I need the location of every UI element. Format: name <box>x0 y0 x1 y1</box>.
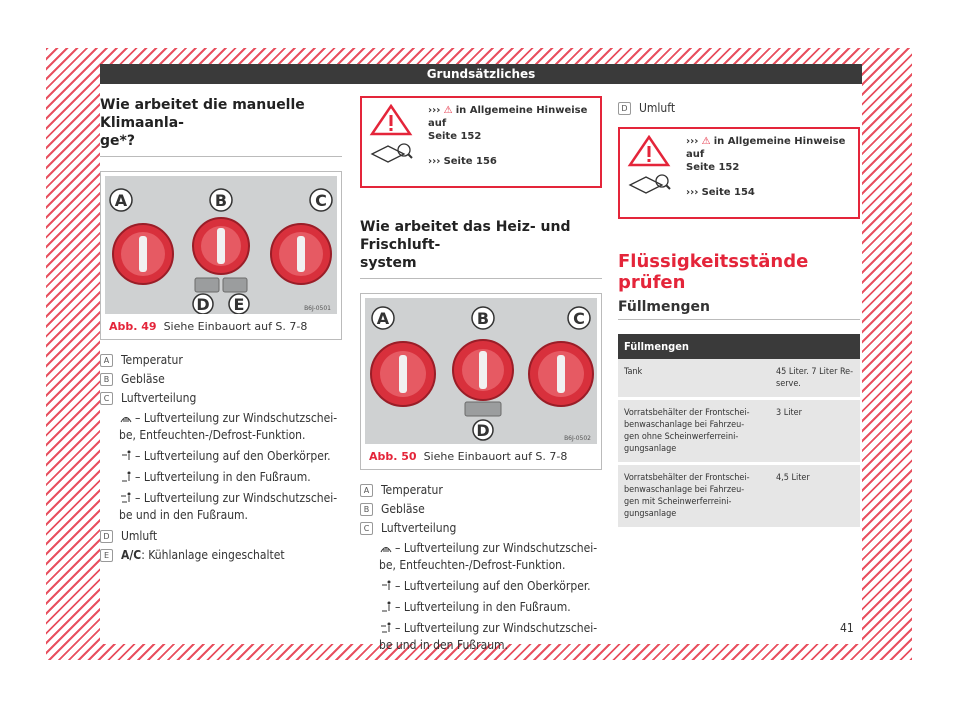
section-heading-manual-ac: Wie arbeitet die manuelle Klimaanla- ge*? <box>100 96 342 157</box>
warning-text <box>414 104 594 180</box>
windshield-footwell-icon <box>379 622 393 634</box>
sub-text: – Luftverteilung in den Fußraum. <box>135 470 311 484</box>
warning-icons <box>368 104 414 180</box>
table-cell: 45 Liter. 7 Liter Re- serve. <box>770 359 860 399</box>
footwell-icon <box>379 601 393 613</box>
legend-item <box>100 528 342 545</box>
figure-50-code: B6J-0502 <box>564 435 591 442</box>
sub-item-upper-body <box>100 448 342 465</box>
sub-text: – Luftverteilung auf den Oberkörper. <box>395 579 591 593</box>
caption-text: Siehe Einbauort auf S. 7-8 <box>163 320 308 333</box>
upper-body-icon <box>119 450 133 462</box>
callout-d: D <box>476 421 490 440</box>
page-header: Grundsätzliches <box>100 64 862 84</box>
arrow-marker: ››› <box>686 187 699 198</box>
sub-item-footwell <box>360 599 602 616</box>
book-icon <box>372 144 412 162</box>
callout-c: C <box>315 191 327 210</box>
legend-rest: : Kühlanlage eingeschaltet <box>141 548 285 562</box>
arrow-marker: ››› <box>428 156 441 167</box>
table-row <box>618 399 860 464</box>
column-1 <box>100 96 342 566</box>
legend-item <box>360 482 602 499</box>
sub-text: – Luftverteilung zur Windschutzschei- be, Entfeuchten-/Defrost-Funktion. <box>119 411 338 442</box>
knob-b <box>193 218 249 274</box>
legend-item <box>100 371 342 388</box>
callout-b: B <box>476 309 490 328</box>
legend-list-3 <box>618 100 860 117</box>
warning-triangle-icon <box>368 104 414 168</box>
legend-list-2 <box>360 482 602 654</box>
legend-item <box>618 100 860 117</box>
warning-triangle-icon <box>626 135 672 199</box>
warning-mini-icon: ⚠ <box>701 136 711 147</box>
legend-badge: B <box>100 373 113 386</box>
table-header: Füllmengen <box>618 334 860 359</box>
warning-ref-1 <box>428 104 594 143</box>
legend-badge: D <box>100 530 113 543</box>
ref-text[interactable]: Seite 156 <box>443 156 497 167</box>
figure-50-caption <box>361 444 601 469</box>
footwell-icon <box>119 471 133 483</box>
warning-text <box>672 135 852 211</box>
table-cell: Vorratsbehälter der Frontschei- benwaschanlage bei Fahrzeu- gen ohne Scheinwerferreini- gungsanlage <box>618 399 770 464</box>
sub-text: – Luftverteilung auf den Oberkörper. <box>135 449 331 463</box>
ref-text[interactable]: Seite 154 <box>701 187 755 198</box>
callout-d: D <box>196 295 210 314</box>
legend-badge: E <box>100 549 113 562</box>
section-heading-heating: Wie arbeitet das Heiz- und Frischluft- system <box>360 218 602 279</box>
callout-a: A <box>114 191 128 210</box>
warning-ref-2 <box>428 155 594 168</box>
table-row <box>618 464 860 529</box>
knob-c <box>271 224 331 284</box>
caption-text: Siehe Einbauort auf S. 7-8 <box>423 450 568 463</box>
legend-text: Luftverteilung <box>381 521 457 535</box>
knob-a <box>113 224 173 284</box>
sub-item-windshield-footwell <box>100 490 342 524</box>
warning-box-1 <box>360 96 602 188</box>
legend-text <box>121 547 342 564</box>
legend-item <box>100 547 342 564</box>
arrow-marker: ››› <box>428 105 441 116</box>
table-cell: Vorratsbehälter der Frontschei- benwaschanlage bei Fahrzeu- gen mit Scheinwerferreini- gungsanlage <box>618 464 770 529</box>
caption-number: Abb. 50 <box>369 450 417 463</box>
sub-text: – Luftverteilung zur Windschutzschei- be, Entfeuchten-/Defrost-Funktion. <box>379 541 598 572</box>
legend-text: Temperatur <box>381 483 443 497</box>
legend-badge: C <box>360 522 373 535</box>
ref-text[interactable]: in Allgemeine Hinweise auf Seite 152 <box>686 136 846 173</box>
table-row <box>618 359 860 399</box>
arrow-marker: ››› <box>686 136 699 147</box>
legend-text: Umluft <box>121 529 158 543</box>
table-cell: 3 Liter <box>770 399 860 464</box>
capacities-table <box>618 334 860 530</box>
sub-item-windshield-footwell <box>360 620 602 654</box>
callout-e: E <box>233 295 245 314</box>
callout-c: C <box>573 309 585 328</box>
legend-list-1 <box>100 352 342 564</box>
sub-item-upper-body <box>360 578 602 595</box>
warning-mini-icon: ⚠ <box>443 105 453 116</box>
figure-50-image <box>365 298 597 444</box>
sub-text: – Luftverteilung zur Windschutzschei- be und in den Fußraum. <box>379 621 598 652</box>
heating-controls-illustration <box>365 298 597 444</box>
warning-ref-1 <box>686 135 852 174</box>
windshield-icon <box>379 542 393 554</box>
legend-text: Gebläse <box>121 372 165 386</box>
figure-49-image <box>105 176 337 314</box>
caption-number: Abb. 49 <box>109 320 157 333</box>
table-cell: 4,5 Liter <box>770 464 860 529</box>
legend-item <box>100 352 342 369</box>
section-subtitle-capacities: Füllmengen <box>618 299 860 320</box>
sub-text: – Luftverteilung zur Windschutzschei- be und in den Fußraum. <box>119 491 338 522</box>
legend-text: Luftverteilung <box>121 391 197 405</box>
book-icon <box>630 175 670 193</box>
figure-50 <box>360 293 602 470</box>
legend-badge: C <box>100 392 113 405</box>
legend-badge: A <box>100 354 113 367</box>
warning-box-2 <box>618 127 860 219</box>
legend-item <box>100 390 342 407</box>
upper-body-icon <box>379 580 393 592</box>
legend-badge: A <box>360 484 373 497</box>
sub-text: – Luftverteilung in den Fußraum. <box>395 600 571 614</box>
legend-badge: B <box>360 503 373 516</box>
legend-text: Temperatur <box>121 353 183 367</box>
callout-b: B <box>214 191 228 210</box>
section-title-fluids: Flüssigkeitsstände prüfen <box>618 251 809 293</box>
warning-ref-2 <box>686 186 852 199</box>
sub-item-footwell <box>100 469 342 486</box>
warning-icons <box>626 135 672 211</box>
legend-bold: A/C <box>121 548 142 562</box>
figure-49-caption <box>101 314 341 339</box>
sub-item-defrost <box>360 540 602 574</box>
windshield-icon <box>119 412 133 424</box>
figure-49-code: B6J-0501 <box>304 305 331 312</box>
callout-a: A <box>376 309 390 328</box>
page-number: 41 <box>840 621 854 635</box>
windshield-footwell-icon <box>119 492 133 504</box>
legend-item <box>360 501 602 518</box>
legend-badge: D <box>618 102 631 115</box>
legend-text: Gebläse <box>381 502 425 516</box>
column-3 <box>618 96 860 530</box>
ref-text[interactable]: in Allgemeine Hinweise auf Seite 152 <box>428 105 588 142</box>
ac-controls-illustration <box>105 176 337 314</box>
legend-item <box>360 520 602 537</box>
sub-item-defrost <box>100 410 342 444</box>
legend-text: Umluft <box>639 101 676 115</box>
column-2 <box>360 96 602 658</box>
figure-49 <box>100 171 342 340</box>
table-cell: Tank <box>618 359 770 399</box>
